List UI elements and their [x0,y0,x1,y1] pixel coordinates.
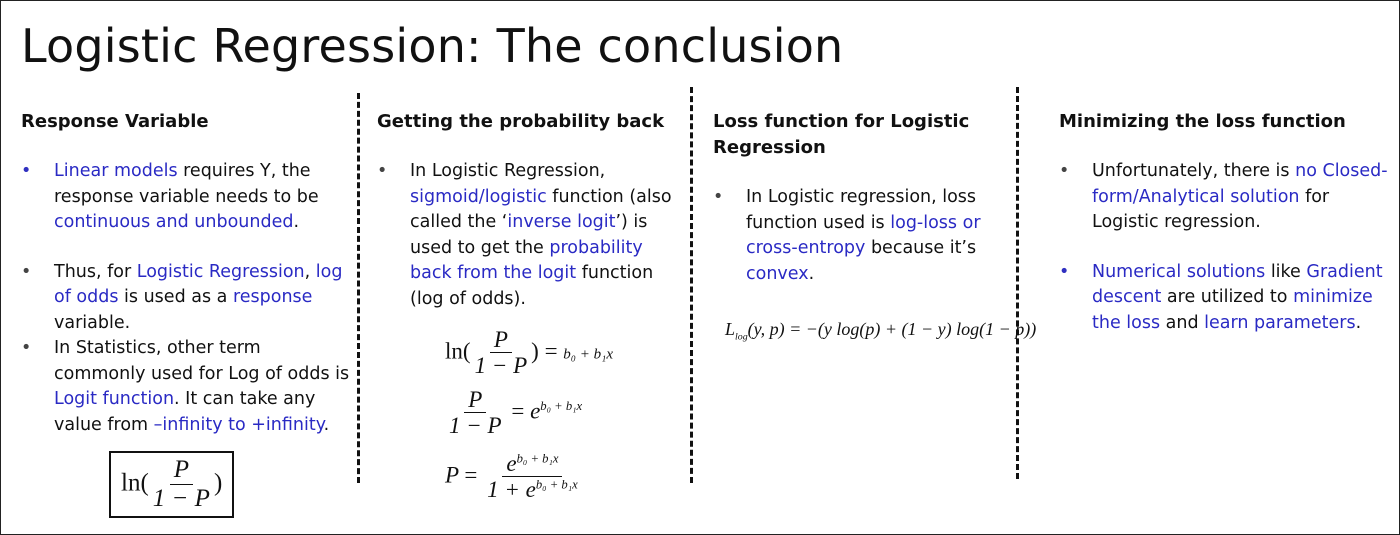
log-odds-formula [445,327,613,380]
bullet-text: for Logistic regression. [1092,186,1330,232]
highlighted-text: learn parameters [1204,312,1356,333]
sigmoid-formula [445,451,582,504]
column-heading: Getting the probability back [377,111,665,132]
bullet-text: In Logistic Regression, [410,161,606,181]
logit-formula-box [109,451,234,518]
bullet-text: variable. [54,312,131,333]
formula-numerator: P [170,456,193,485]
column-heading: Response Variable [21,111,209,132]
formula-denominator-base: 1 + e [487,477,536,503]
highlighted-text: Logit function [54,389,175,409]
formula-denominator [483,477,582,503]
formula-exp-base: e [506,451,517,476]
log-loss-formula [725,319,1036,343]
bullet-dot: • [713,187,724,207]
bullet-list [713,185,1003,287]
formula-loss-symbol: L [725,319,736,339]
bullet-text: because it’s [865,238,977,258]
formula-numerator: P [464,387,486,413]
bullet-text: like [1265,261,1307,282]
formula-exponent: b₀ + b₁x [535,477,578,492]
highlighted-text: convex [746,263,809,284]
bullet-dot: • [1059,261,1070,282]
bullet-text: . [293,212,300,232]
bullet-text: . [323,414,330,435]
bullet-text: is used as a [118,287,233,307]
highlighted-text: Gradient descent [1092,261,1383,307]
bullet-list [377,159,682,312]
formula-ln: ln( [445,338,471,364]
highlighted-text: response [232,287,313,307]
formula-exponent: b₀ + b₁x [540,398,583,413]
highlighted-text: no Closed-form/Analytical solution [1092,161,1388,207]
bullet-item [21,159,356,236]
bullet-item [377,159,682,312]
column-response-variable [21,109,356,438]
bullet-text: function (log of odds). [410,263,654,309]
bullet-text: ’) is used to get the [410,212,648,258]
column-divider-2 [690,87,693,483]
formula-fraction [445,387,506,440]
formula-denominator: 1 − P [449,413,502,439]
formula-linear-term: b₀ + b₁x [563,346,614,363]
bullet-text: are utilized to [1161,287,1294,307]
column-heading: Loss function for Logistic Regression [713,111,970,158]
bullet-dot: • [21,261,32,282]
formula-fraction [149,456,214,513]
column-divider-1 [357,93,360,483]
bullet-item [21,260,356,337]
bullet-text: requires Y, the response variable needs to be [54,161,319,207]
page-title: Logistic Regression: The conclusion [21,19,844,73]
highlighted-text: inverse logit [507,212,616,232]
column-minimizing-loss [1059,109,1389,336]
highlighted-text: minimize the loss [1092,287,1373,333]
formula-equals: = [544,338,558,364]
formula-ln: ln( [121,469,149,497]
bullet-dot: • [1059,161,1070,181]
bullet-text: . It can take any value from [54,389,316,435]
formula-lhs: P [445,462,459,488]
highlighted-text: –infinity to +infinity [153,414,324,435]
bullet-dot: • [21,161,32,181]
bullet-text: In Statistics, other term commonly used for Log of odds is [54,338,350,384]
highlighted-text: Linear models [54,161,178,181]
column-divider-3 [1016,87,1019,479]
formula-numerator: P [490,327,512,353]
bullet-dot: • [377,161,388,181]
odds-formula [445,387,582,440]
formula-close: ) [213,469,223,497]
formula-denominator: 1 − P [474,353,528,379]
bullet-list [21,159,356,438]
formula-close: ) [531,338,539,364]
highlighted-text: probability back from the logit [410,237,643,283]
bullet-item [21,336,356,438]
column-loss-function [713,109,1003,287]
highlighted-text: log-loss or cross-entropy [746,212,981,258]
formula-fraction [471,327,532,380]
highlighted-text: sigmoid/logistic [410,186,547,207]
column-probability-back [377,109,682,312]
bullet-item [1059,260,1389,337]
bullet-text: . [1355,312,1362,333]
bullet-text: Unfortunately, there is [1092,161,1296,181]
bullet-dot: • [21,338,32,358]
formula-numerator [502,451,562,477]
formula-equals: = [464,462,478,488]
formula-exp-base: e [530,398,541,424]
highlighted-text: Numerical solutions [1092,261,1266,282]
formula-fraction [483,451,582,504]
bullet-item [1059,159,1389,236]
formula-equals: = [511,398,525,424]
bullet-list [1059,159,1389,336]
column-heading: Minimizing the loss function [1059,111,1346,132]
highlighted-text: log of odds [54,261,343,307]
bullet-text: function (also called the ‘ [410,186,672,232]
bullet-text: . [808,263,815,284]
bullet-text: In Logistic regression, loss function used is [746,187,977,233]
formula-denominator: 1 − P [152,484,210,512]
highlighted-text: continuous and unbounded [54,212,294,232]
formula-loss-subscript: log [735,331,748,343]
bullet-item [713,185,1003,287]
bullet-text: , [304,261,316,282]
formula-exponent: b₀ + b₁x [516,451,559,466]
bullet-text: Thus, for [54,261,137,282]
formula-loss-body: (y, p) = −(y log(p) + (1 − y) log(1 − p)) [747,319,1037,339]
highlighted-text: Logistic Regression [136,261,305,282]
bullet-text: and [1160,312,1205,333]
